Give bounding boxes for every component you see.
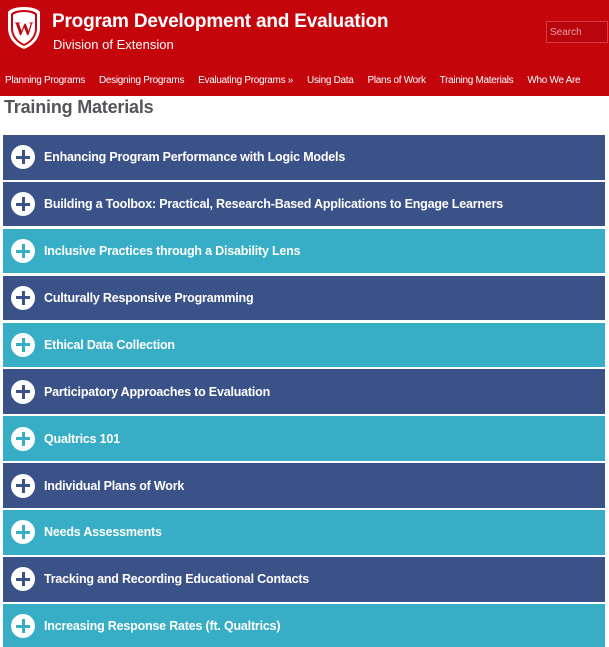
plus-circle-icon[interactable] <box>11 427 35 451</box>
accordion-item-ethical-data[interactable] <box>3 323 605 368</box>
main-nav <box>0 70 609 90</box>
accordion-item-label: Building a Toolbox: Practical, Research-Based Applications to Engage Learners <box>44 197 504 212</box>
nav-who-we-are[interactable]: Who We Are <box>527 74 581 86</box>
accordion-item-label: Participatory Approaches to Evaluation <box>44 384 271 399</box>
nav-planning-programs[interactable]: Planning Programs <box>5 74 85 86</box>
accordion-item-label: Ethical Data Collection <box>44 337 175 352</box>
accordion-item-educational-contacts[interactable] <box>3 557 605 602</box>
nav-evaluating-programs[interactable]: Evaluating Programs » <box>198 74 294 86</box>
accordion-item-label: Tracking and Recording Educational Contacts <box>44 572 310 587</box>
accordion-item-label: Culturally Responsive Programming <box>44 290 254 305</box>
accordion-item-label: Enhancing Program Performance with Logic Models <box>44 150 346 165</box>
nav-plans-of-work[interactable]: Plans of Work <box>367 74 426 86</box>
accordion-item-label: Needs Assessments <box>44 525 162 540</box>
nav-training-materials[interactable]: Training Materials <box>439 74 514 86</box>
accordion-item-building-toolbox[interactable] <box>3 182 605 227</box>
plus-circle-icon[interactable] <box>11 333 35 357</box>
uw-crest-icon[interactable] <box>6 6 42 50</box>
accordion-item-plans-of-work[interactable] <box>3 463 605 508</box>
accordion-item-qualtrics-101[interactable] <box>3 416 605 461</box>
site-title[interactable]: Program Development and Evaluation <box>52 11 389 32</box>
plus-circle-icon[interactable] <box>11 474 35 498</box>
accordion-item-response-rates[interactable] <box>3 604 605 647</box>
nav-using-data[interactable]: Using Data <box>307 74 354 86</box>
plus-circle-icon[interactable] <box>11 567 35 591</box>
plus-circle-icon[interactable] <box>11 380 35 404</box>
nav-designing-programs[interactable]: Designing Programs <box>98 74 185 86</box>
svg-text:W: W <box>14 19 34 40</box>
site-subtitle[interactable]: Division of Extension <box>53 37 174 52</box>
plus-circle-icon[interactable] <box>11 520 35 544</box>
accordion-item-label: Individual Plans of Work <box>44 478 185 493</box>
plus-circle-icon[interactable] <box>11 286 35 310</box>
plus-circle-icon[interactable] <box>11 239 35 263</box>
accordion-item-logic-models[interactable] <box>3 135 605 180</box>
plus-circle-icon[interactable] <box>11 145 35 169</box>
search-input[interactable] <box>546 21 608 43</box>
accordion-item-disability-lens[interactable] <box>3 229 605 274</box>
accordion-item-label: Inclusive Practices through a Disability Lens <box>44 244 301 259</box>
accordion-item-label: Qualtrics 101 <box>44 431 120 446</box>
plus-circle-icon[interactable] <box>11 192 35 216</box>
page-title: Training Materials <box>4 97 154 117</box>
accordion-item-needs-assessments[interactable] <box>3 510 605 555</box>
accordion-item-label: Increasing Response Rates (ft. Qualtrics) <box>44 619 281 634</box>
training-accordion <box>3 135 605 647</box>
accordion-item-participatory[interactable] <box>3 369 605 414</box>
accordion-item-culturally-responsive[interactable] <box>3 276 605 321</box>
site-header <box>0 0 609 96</box>
plus-circle-icon[interactable] <box>11 614 35 638</box>
